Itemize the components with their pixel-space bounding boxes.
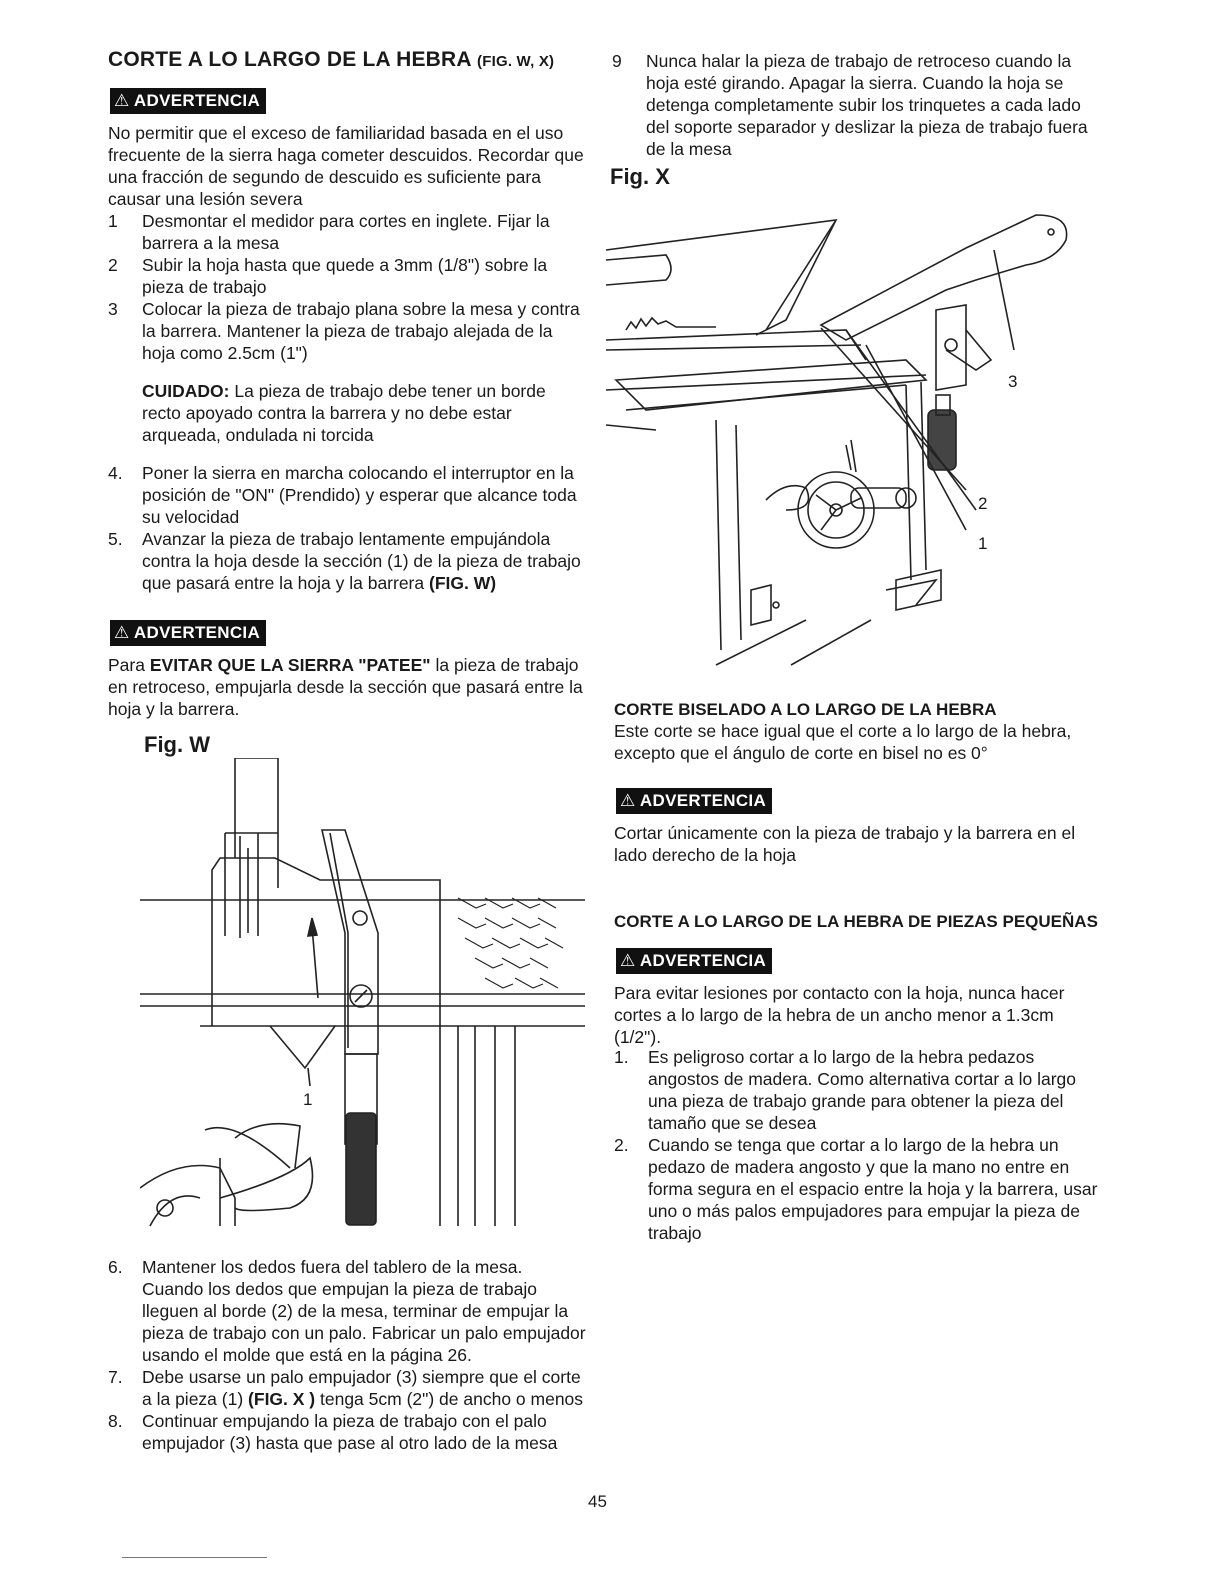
step-number: 7. [108,1367,123,1387]
step-text: Colocar la pieza de trabajo plana sobre la mesa y contra la barrera. Mantener la pieza de trabajo alejada de la hoja como 2.5cm (1") [142,299,580,363]
bevel-rip-title: CORTE BISELADO A LO LARGO DE LA HEBRA [614,700,997,719]
step-text: Nunca halar la pieza de trabajo de retroceso cuando la hoja esté girando. Apagar la sierra. Cuando la hoja se detenga completamente subir los trinquetes a cada lado del soporte separador y deslizar la pieza de trabajo fuera de la mesa [646,51,1088,159]
warning-badge-1: ⚠ ADVERTENCIA [110,88,266,114]
step-number: 3 [108,299,118,319]
warning-badge-3: ⚠ ADVERTENCIA [616,788,772,814]
step-text: Avanzar la pieza de trabajo lentamente empujándola contra la hoja desde la sección (1) de la pieza de trabajo que pasará entre la hoja y la barrera [142,529,581,593]
step-text-post: tenga 5cm (2") de ancho o menos [320,1389,584,1409]
warning2-post: la pieza de trabajo en retroceso, empujarla desde la sección que pasará entre la hoja y la barrera. [108,655,583,719]
warning-badge-2: ⚠ ADVERTENCIA [110,620,266,646]
list-item [108,254,586,298]
list-item [108,462,588,528]
steps-list-a [108,210,586,364]
figure-reference: (FIG. W) [429,573,497,593]
page-number: 45 [588,1492,607,1511]
step-number: 2 [108,255,118,275]
list-item [108,210,586,254]
step-text: Poner la sierra en marcha colocando el interruptor en la posición de "ON" (Prendido) y esperar que alcance toda su velocidad [142,463,577,527]
step-number: 6. [108,1257,123,1277]
fig-w-callout-1: 1 [303,1090,313,1109]
warning-text-3: Cortar únicamente con la pieza de trabajo y la barrera en el lado derecho de la hoja [614,823,1076,865]
step-text: Debe usarse un palo empujador (3) siempre que el corte a la pieza (1) [142,1367,581,1409]
list-item [612,50,1092,160]
list-item [614,1134,1104,1244]
warning-text-2 [108,654,586,720]
figure-reference: (FIG. X ) [248,1389,316,1409]
warning-text-1: No permitir que el exceso de familiaridad basada en el uso frecuente de la sierra haga cometer descuidos. Recordar que una fracción de segundo de descuido es suficiente para causar una lesión severa [108,123,584,209]
fig-x-callout-2: 2 [978,494,988,513]
step-number: 5. [108,529,123,549]
step-number: 4. [108,463,123,483]
step-number: 2. [614,1135,629,1155]
steps-list-c [108,1256,588,1454]
fig-x-callout-3: 3 [1008,372,1018,391]
fig-x-illustration [606,210,1076,675]
warning-text-4: Para evitar lesiones por contacto con la hoja, nunca hacer cortes a lo largo de la hebra de un ancho menor a 1.3cm (1/2"). [614,983,1065,1047]
steps-list-b [108,462,588,594]
step-text: Mantener los dedos fuera del tablero de la mesa. Cuando los dedos que empujan la pieza de trabajo lleguen al borde (2) de la mesa, terminar de empujar la pieza de trabajo con un palo. Fabricar un palo empujador usando el molde que está en la página 26. [142,1257,586,1365]
warning2-bold: EVITAR QUE LA SIERRA "PATEE" [149,655,431,675]
step-number: 9 [612,51,622,71]
list-item [108,528,588,594]
step-text: Es peligroso cortar a lo largo de la hebra pedazos angostos de madera. Como alternativa cortar a lo largo una pieza de trabajo grande para obtener la pieza del tamaño que se desea [648,1047,1077,1133]
step-text: Cuando se tenga que cortar a lo largo de la hebra un pedazo de madera angosto y que la mano no entre en forma segura en el espacio entre la hoja y la barrera, usar uno o más palos empujadores para empujar la pieza de trabajo [648,1135,1098,1243]
list-item [108,1256,588,1366]
section-title-text: CORTE A LO LARGO DE LA HEBRA [108,48,471,71]
step-text: Subir la hoja hasta que quede a 3mm (1/8") sobre la pieza de trabajo [142,255,548,297]
step-number: 1 [108,211,118,231]
small-pieces-steps [614,1046,1104,1244]
list-item [614,1046,1104,1134]
step-text: Continuar empujando la pieza de trabajo con el palo empujador (3) hasta que pase al otro lado de la mesa [142,1411,558,1453]
step-text: Desmontar el medidor para cortes en inglete. Fijar la barrera a la mesa [142,211,550,253]
small-pieces-title: CORTE A LO LARGO DE LA HEBRA DE PIEZAS PEQUEÑAS [614,912,1098,931]
fig-w-label: Fig. W [144,732,210,757]
step-number: 1. [614,1047,629,1067]
section-title [108,48,554,72]
bevel-rip-text: Este corte se hace igual que el corte a lo largo de la hebra, excepto que el ángulo de corte en bisel no es 0° [614,721,1072,763]
caution-label: CUIDADO: [142,381,230,401]
fig-x-callout-1: 1 [978,534,988,553]
fig-x-label: Fig. X [610,164,670,189]
section-title-ref: (FIG. W, X) [477,53,555,70]
list-item [108,1366,588,1410]
caution-text: La pieza de trabajo debe tener un borde recto apoyado contra la barrera y no debe estar arqueada, ondulada ni torcida [142,381,546,445]
step-9-list [612,50,1092,160]
list-item [108,298,586,364]
list-item [108,1410,588,1454]
fig-w-illustration [140,758,585,1228]
caution-paragraph [142,380,582,446]
warning2-pre: Para [108,655,145,675]
step-number: 8. [108,1411,123,1431]
warning-badge-4: ⚠ ADVERTENCIA [616,948,772,974]
footer-rule [122,1557,267,1558]
